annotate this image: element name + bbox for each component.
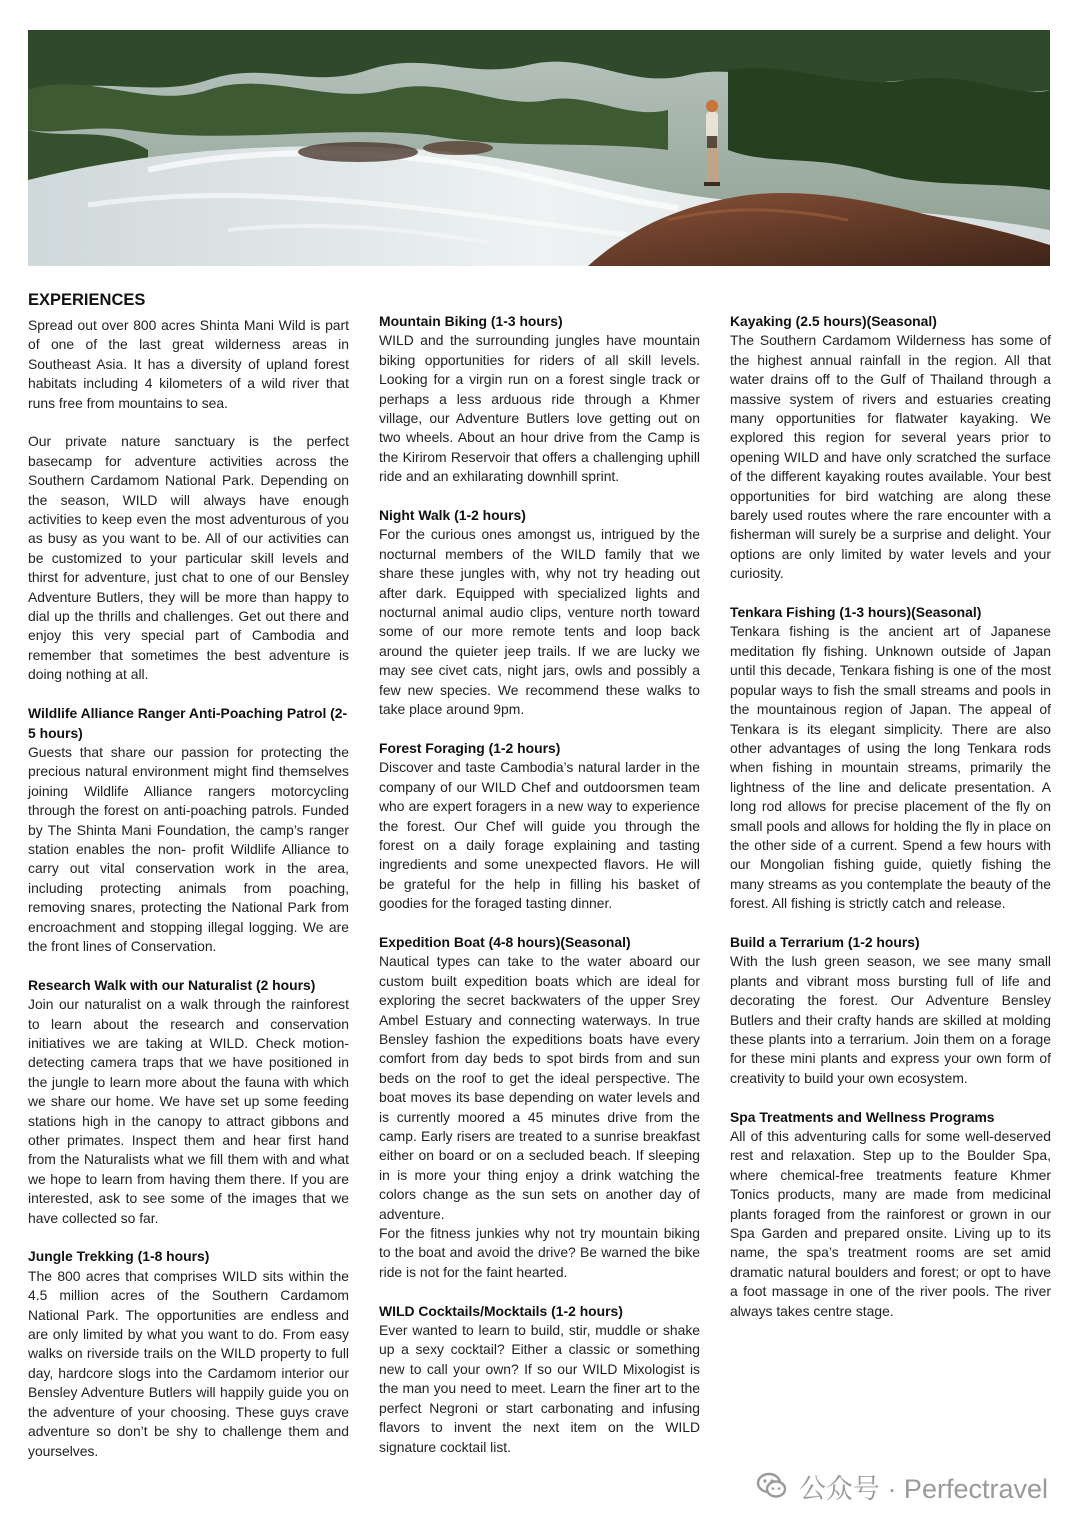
column-1 [28,290,349,1480]
column-2 [379,312,700,1476]
column-3 [730,312,1051,1340]
section-kayaking [730,312,1051,584]
section-body: Join our naturalist on a walk through the rainforest to learn about the research and conservation initiatives we are taking at WILD. Check motion-detecting camera traps that we have positioned in the jungle to learn more about the fauna with which we share our home. We have set up some feeding stations high in the canopy to attract gibbons and other primates. Inspect them and hear first hand from the Naturalists what we fill them with and what we hope to learn from having them there. If you are interested, ask to see some of the images that we have collected so far. [28,996,349,1226]
section-terrarium [730,933,1051,1088]
section-body: For the curious ones amongst us, intrigued by the nocturnal members of the WILD family that we share these jungles with, why not try heading out after dark. Equipped with specialized lights and nocturnal animal audio clips, venture north toward some of our more remote tents and loop back around the quieter jeep trails. If we are lucky we may see civet cats, night jars, owls and possibly a few new species. We recommend these walks to take place around 9pm. [379,526,700,718]
section-body: Nautical types can take to the water aboard our custom built expedition boats which are ideal for exploring the secret backwaters of the upper Srey Ambel Estuary and connecting waterways. In true Bensley fashion the expeditions boats have every comfort from day beds to spot birds from and sun beds on the roof to get the ideal perspective. The boat moves its base depending on water levels and is currently moored a 45 minutes drive from the camp. Early risers are treated to a sunrise breakfast either on board or on a secluded beach. If sleeping in is more your thing enjoy a drink watching the colors change as the sun sets on another day of adventure. [379,953,700,1222]
section-body: With the lush green season, we see many small plants and vibrant moss bursting full of life and decorating the forest. Our Adventure Bensley Butlers and their crafty hands are skilled at molding these plants into a terrarium. Join them on a forage for these mini plants and express your own form of creativity to build your own ecosystem. [730,953,1051,1086]
section-title: Wildlife Alliance Ranger Anti-Poaching Patrol (2-5 hours) [28,705,348,741]
section-title: Mountain Biking (1-3 hours) [379,313,563,329]
section-body: All of this adventuring calls for some well-deserved rest and relaxation. Step up to the Boulder Spa, where chemical-free treatments feature Khmer Tonics products, many are made from medicinal plants foraged from the rainforest or grown in our Spa Garden and prepared onsite. Living up to its name, the spa’s treatment rooms are set amid dramatic natural boulders and forest; or opt to have a foot massage in one of the river pools. The river always takes centre stage. [730,1128,1051,1319]
section-body: The 800 acres that comprises WILD sits within the 4.5 million acres of the Southern Cardamom National Park. The opportunities are endless and are only limited by what you want to do. From easy walks on riverside trails on the WILD property to full day, hardcore slogs into the Cardamom interior our Bensley Adventure Butlers will happily guide you on the adventure of your choosing. These guys crave adventure so don’t be shy to challenge them and yourselves. [28,1267,349,1459]
intro-paragraph-2: Our private nature sanctuary is the perfect basecamp for adventure activities across the Southern Cardamom National Park. Depending on the season, WILD will always have enough activities to keep even the most adventurous of you as busy as you want to be. All of our activities can be customized to your particular skill levels and thirst for adventure, just chat to one of our Bensley Adventure Butlers, they will be more than happy to dial up the thrills and challenges. Get out there and enjoy this very special part of Cambodia and remember that sometimes the best adventure is doing nothing at all. [28,433,349,683]
section-body: Discover and taste Cambodia’s natural larder in the company of our WILD Chef and outdoorsmen team who are expert foragers in a new way to experience the forest. Our Chef will guide you through the forest on a daily forage explaining and tasting ingredients and some unexpected flavors. He will be grateful for the help in filling his basket of goodies for the foraged tasting dinner. [379,759,700,912]
section-body: Ever wanted to learn to build, stir, muddle or shake up a sexy cocktail? Either a classic or something new to call your own? If so our WILD Mixologist is the man you need to meet. Learn the finer art to the perfect Negroni or start carbonating and infusing flavors to invent the next item on the WILD signature cocktail list. [379,1322,700,1455]
section-title: Spa Treatments and Wellness Programs [730,1108,995,1125]
section-expedition-boat [379,933,700,1282]
section-spa [730,1108,1051,1321]
hero-photo [28,30,1050,266]
section-title: Kayaking (2.5 hours)(Seasonal) [730,313,937,329]
page-title: EXPERIENCES [28,291,146,309]
section-tenkara-fishing [730,603,1051,914]
watermark [755,1466,1048,1506]
section-title: Forest Foraging (1-2 hours) [379,739,561,756]
section-title: Tenkara Fishing (1-3 hours)(Seasonal) [730,604,982,621]
section-research-walk [28,976,349,1228]
watermark-text: 公众号 · Perfectravel [798,1473,1048,1504]
section-body: Tenkara fishing is the ancient art of Japanese meditation fly fishing. Unknown outside of Japan until this decade, Tenkara fishing is one of the most popular ways to fish the small streams and pools in the mountainous region of Japan. The appeal of Tenkara is its elegant simplicity. There are also other advantages of using the long Tenkara rods when fishing in mountain streams, primarily the lightness of the line and delicate presentation. A long rod allows for precise placement of the fly on small pools and allows for holding the fly in place on the other side of a current. Spend a few hours with our Mongolian fishing guide, quietly fishing the many streams as you contemplate the beauty of the forest. All fishing is strictly catch and release. [730,623,1051,912]
section-cocktails [379,1302,700,1457]
section-body-2: For the fitness junkies why not try mountain biking to the boat and avoid the drive? Be warned the bike ride is not for the faint hearted. [379,1225,700,1280]
section-body: Guests that share our passion for protecting the precious natural environment might find themselves joining Wildlife Alliance rangers motorcycling through the forest on anti-poaching patrols. Funded by The Shinta Mani Foundation, the camp’s ranger station enables the non- profit Wildlife Alliance to carry out vital conservation work in the area, including protecting animals from poaching, removing snares, protecting the National Park from encroachment and stopping illegal logging. We are the front lines of Conservation. [28,743,349,954]
section-title: Expedition Boat (4-8 hours)(Seasonal) [379,933,631,950]
intro-paragraph-1: Spread out over 800 acres Shinta Mani Wild is part of one of the last great wilderness areas in Southeast Asia. It has a diversity of upland forest habitats including 4 kilometers of a wild river that runs free from mountains to sea. [28,317,349,411]
section-body: WILD and the surrounding jungles have mountain biking opportunities for riders of all skill levels. Looking for a virgin run on a forest single track or perhaps a less arduous ride through a Khmer village, our Adventure Butlers love getting out on two wheels. About an hour drive from the Camp is the Kirirom Reservoir that offers a challenging uphill ride and an exhilarating downhill sprint. [379,332,700,485]
section-night-walk [379,506,700,719]
wechat-icon [755,1469,789,1503]
section-anti-poaching [28,704,349,956]
section-title: Research Walk with our Naturalist (2 hours) [28,976,316,993]
section-body: The Southern Cardamom Wilderness has some of the highest annual rainfall in the region. All that water drains off to the Gulf of Thailand through a massive system of rivers and estuaries creating many opportunities for flatwater kayaking. We explored this region for several years prior to opening WILD and have only scratched the surface of the different kayaking routes available. Your best opportunities for bird watching are along these barely used routes where the rare encounter with a fisherman will surely be a surprise and delight. Your options are only limited by water levels and your curiosity. [730,332,1051,582]
section-title: Night Walk (1-2 hours) [379,507,526,524]
section-title: Jungle Trekking (1-8 hours) [28,1248,210,1265]
river-rapids-photo [28,30,1050,266]
section-mountain-biking [379,312,700,487]
section-title: WILD Cocktails/Mocktails (1-2 hours) [379,1302,623,1319]
section-forest-foraging [379,739,700,914]
section-jungle-trekking [28,1247,349,1460]
section-title: Build a Terrarium (1-2 hours) [730,933,920,950]
